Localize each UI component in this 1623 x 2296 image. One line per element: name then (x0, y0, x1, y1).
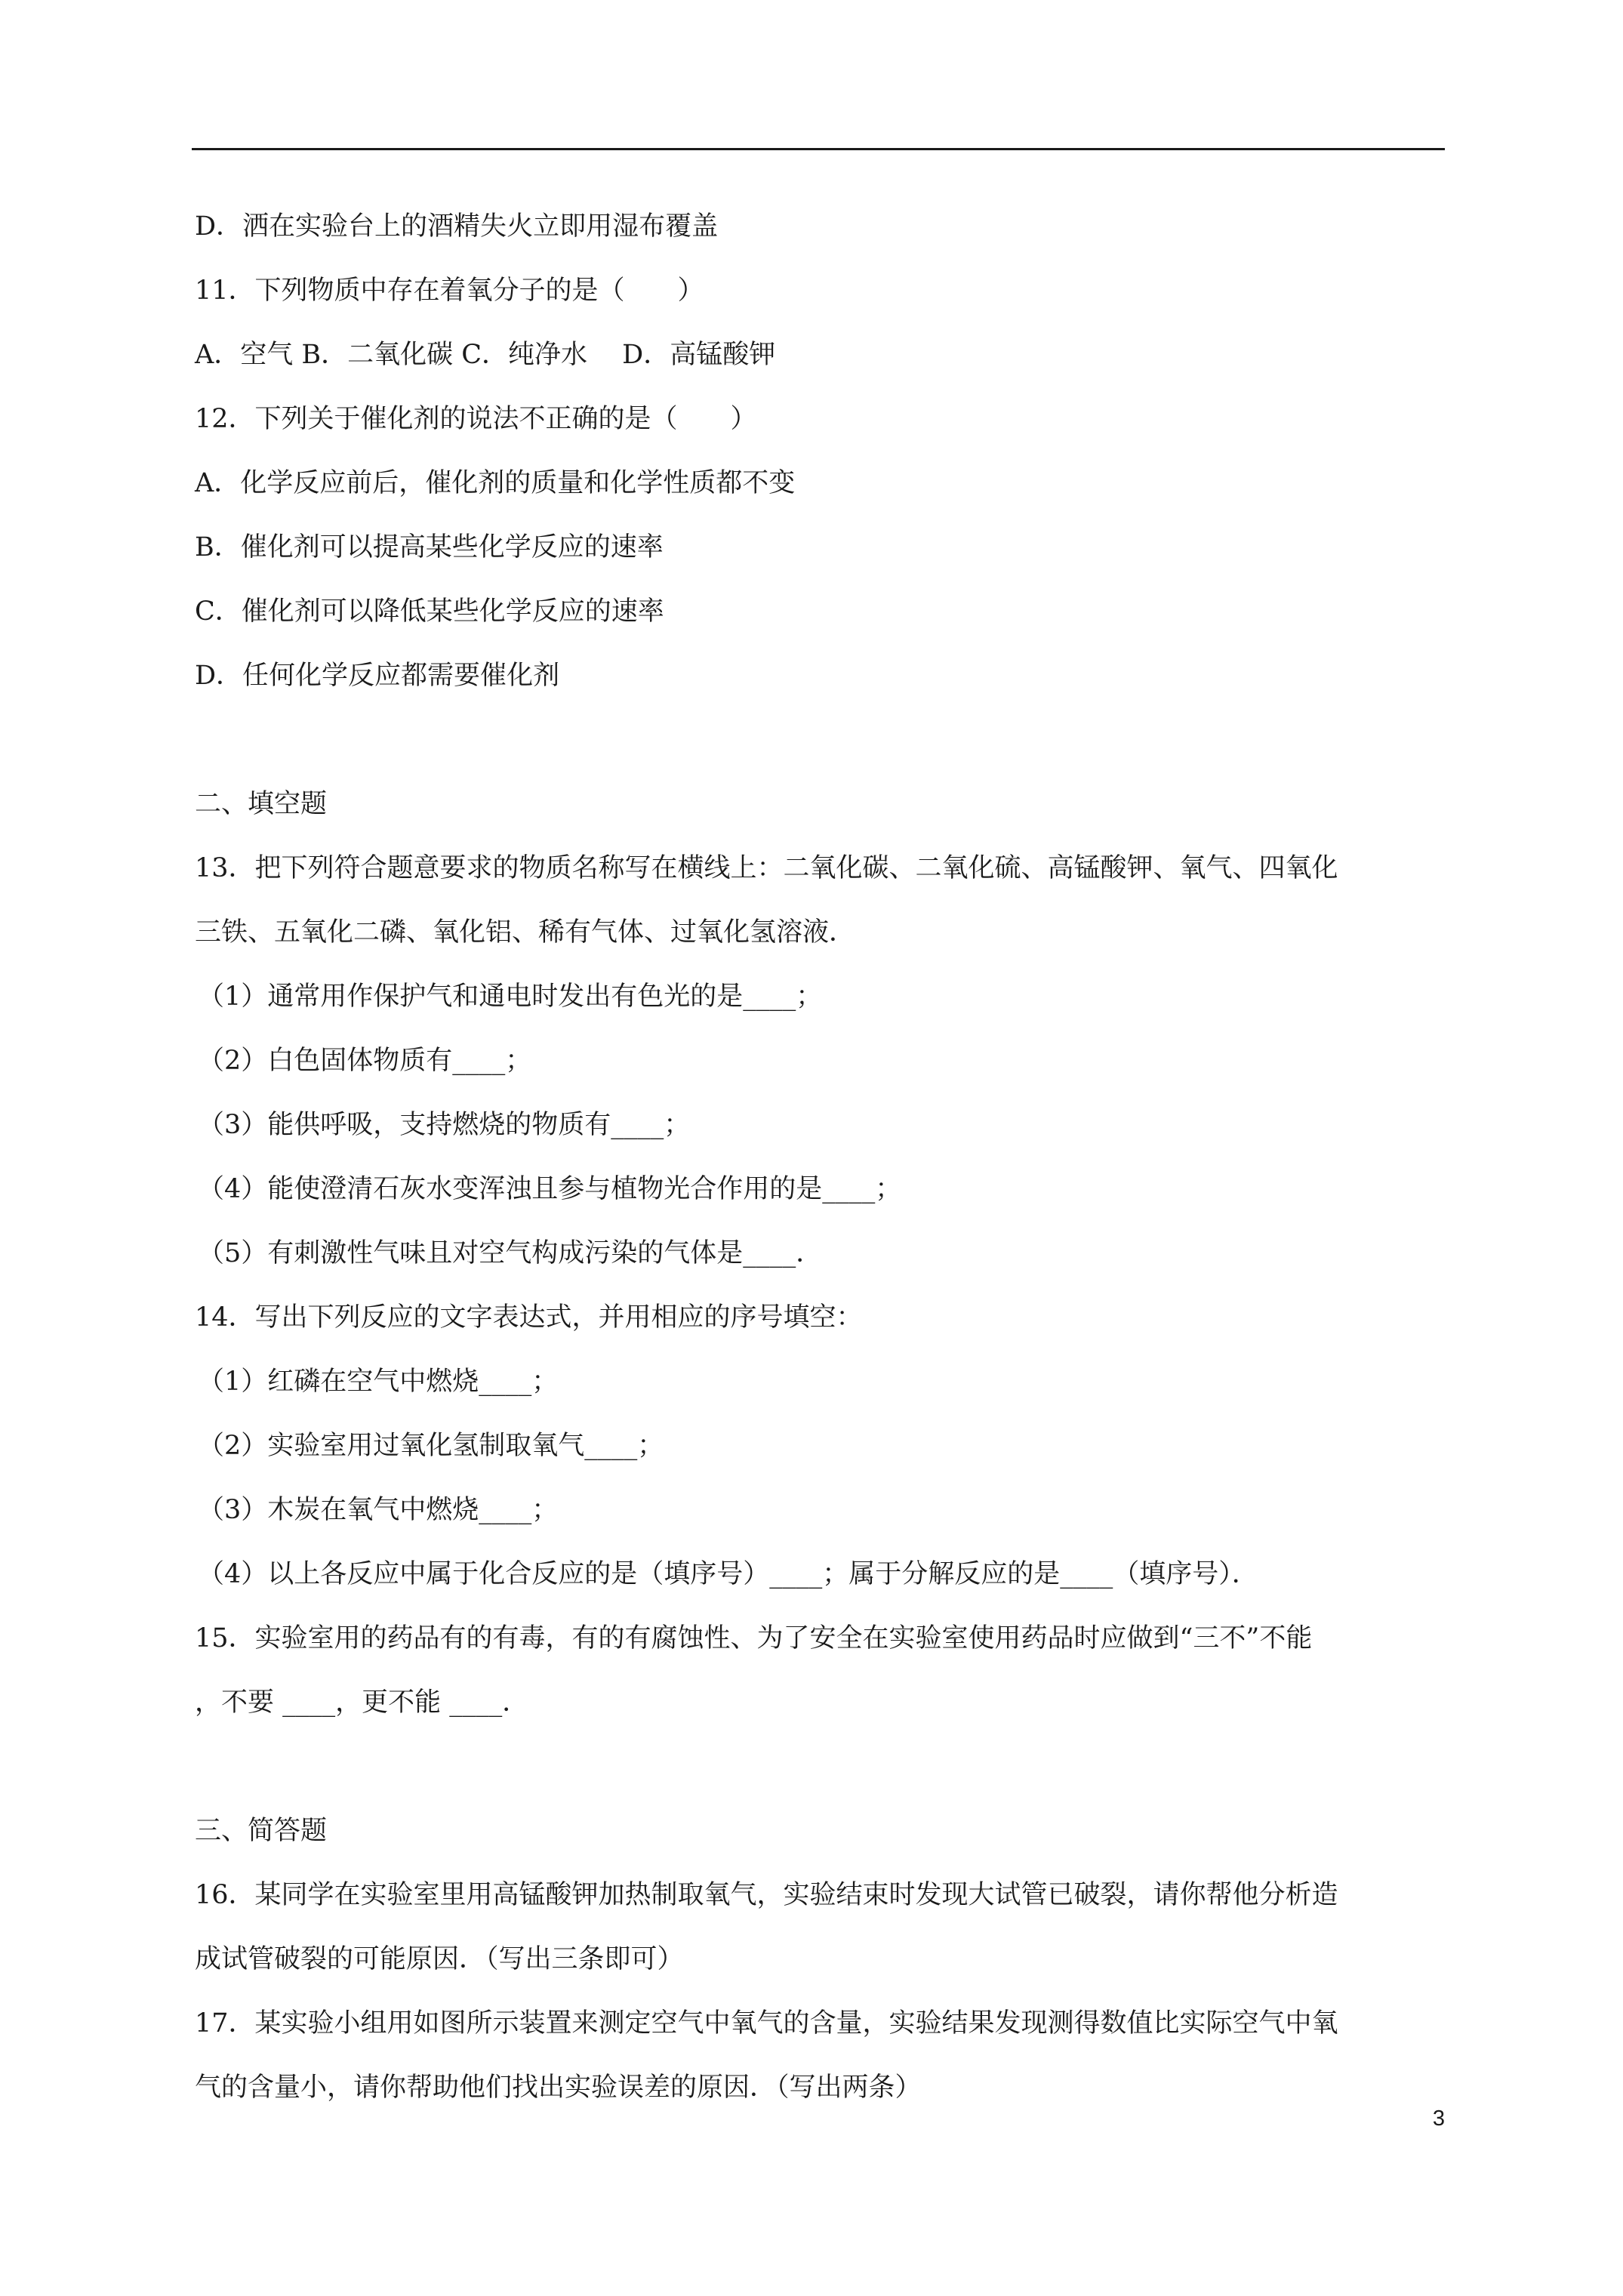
page-number: 3 (1432, 2106, 1445, 2131)
question-13-cont: 三铁、五氧化二磷、氧化铝、稀有气体、过氧化氢溶液． (195, 917, 856, 948)
question-13: 13．把下列符合题意要求的物质名称写在横线上：二氧化碳、二氧化硫、高锰酸钾、氧气、四氧化 (195, 853, 1338, 883)
option-12a: A．化学反应前后，催化剂的质量和化学性质都不变 (195, 468, 796, 498)
question-13-part-3: （3）能供呼吸，支持燃烧的物质有____； (198, 1110, 691, 1140)
section-heading-short-answer: 三、简答题 (195, 1816, 328, 1846)
options-11: A．空气 B．二氧化碳 C．纯净水 D．高锰酸钾 (195, 340, 776, 370)
option-12d: D．任何化学反应都需要催化剂 (195, 661, 560, 691)
option-10d: D．洒在实验台上的酒精失火立即用湿布覆盖 (195, 211, 719, 242)
question-16-cont: 成试管破裂的可能原因．（写出三条即可） (195, 1944, 684, 1974)
question-13-part-4: （4）能使澄清石灰水变浑浊且参与植物光合作用的是____； (198, 1174, 902, 1204)
question-16: 16．某同学在实验室里用高锰酸钾加热制取氧气，实验结束时发现大试管已破裂，请你帮他分析造 (195, 1880, 1338, 1910)
header-rule (192, 148, 1445, 150)
question-14-part-2: （2）实验室用过氧化氢制取氧气____； (198, 1431, 664, 1461)
question-13-part-2: （2）白色固体物质有____； (198, 1046, 532, 1076)
question-11: 11．下列物质中存在着氧分子的是（ ） (195, 276, 704, 306)
question-15-cont: ，不要 ____，更不能 ____． (195, 1687, 529, 1718)
question-17-cont: 气的含量小，请你帮助他们找出实验误差的原因．（写出两条） (195, 2073, 922, 2103)
question-14-part-1: （1）红磷在空气中燃烧____； (198, 1367, 559, 1397)
question-14: 14．写出下列反应的文字表达式，并用相应的序号填空： (195, 1302, 863, 1333)
question-14-part-3: （3）木炭在氧气中燃烧____； (198, 1495, 559, 1525)
section-heading-fill-blank: 二、填空题 (195, 789, 328, 819)
option-12b: B．催化剂可以提高某些化学反应的速率 (195, 532, 664, 562)
question-13-part-5: （5）有刺激性气味且对空气构成污染的气体是____． (198, 1238, 823, 1268)
option-12c: C．催化剂可以降低某些化学反应的速率 (195, 596, 664, 627)
question-12: 12．下列关于催化剂的说法不正确的是（ ） (195, 404, 757, 434)
question-14-part-4: （4）以上各反应中属于化合反应的是（填序号）____；属于分解反应的是____（填序号）． (198, 1559, 1258, 1589)
question-17: 17．某实验小组用如图所示装置来测定空气中氧气的含量，实验结果发现测得数值比实际空气中氧 (195, 2008, 1338, 2039)
question-13-part-1: （1）通常用作保护气和通电时发出有色光的是____； (198, 982, 823, 1012)
question-15: 15．实验室用的药品有的有毒，有的有腐蚀性、为了安全在实验室使用药品时应做到“三不”不能 (195, 1623, 1313, 1653)
